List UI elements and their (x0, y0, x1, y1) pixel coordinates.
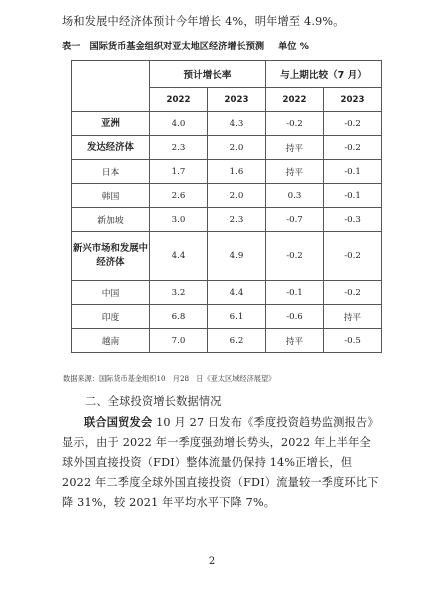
table-cell: 持平 (266, 136, 324, 160)
table-cell: -0.1 (266, 281, 324, 305)
table-cell: 2.6 (150, 184, 208, 208)
table-cell: 3.2 (150, 281, 208, 305)
table-cell: -0.2 (324, 281, 382, 305)
table-row (72, 305, 382, 329)
table-cell: 7.0 (150, 329, 208, 353)
group-header-forecast: 预计增长率 (150, 61, 266, 88)
table-cell: 持平 (324, 305, 382, 329)
table-cell: 3.0 (150, 208, 208, 232)
row-label: 新加坡 (72, 208, 150, 232)
table-cell: 1.6 (208, 160, 266, 184)
table-cell: 持平 (266, 329, 324, 353)
data-source-note: 数据来源：国际货币基金组织10 月28 日《亚太区域经济展望》 (63, 374, 276, 383)
table-cell: -0.6 (266, 305, 324, 329)
table-row (72, 184, 382, 208)
table-cell: 2.0 (208, 136, 266, 160)
body-paragraph (62, 413, 380, 513)
table-cell: 0.3 (266, 184, 324, 208)
table-row (72, 160, 382, 184)
year-header: 2022 (266, 88, 324, 112)
table-cell: 4.0 (150, 112, 208, 136)
table-cell: 4.3 (208, 112, 266, 136)
table-cell: -0.2 (324, 136, 382, 160)
year-header: 2023 (324, 88, 382, 112)
table-unit: 单位 % (278, 41, 309, 52)
table-cell: -0.1 (324, 184, 382, 208)
table-row (72, 136, 382, 160)
table-cell: -0.1 (324, 160, 382, 184)
section-heading: 二、全球投资增长数据情况 (85, 395, 222, 408)
table-title-text: 表一 国际货币基金组织对亚太地区经济增长预测 (62, 41, 265, 52)
page-number: 2 (208, 556, 216, 567)
row-label: 亚洲 (72, 112, 150, 136)
intro-line: 场和发展中经济体预计今年增长 4%，明年增至 4.9%。 (62, 15, 345, 28)
table-row (72, 281, 382, 305)
table-cell: 4.4 (150, 232, 208, 281)
group-header-comparison: 与上期比较（7 月） (266, 61, 382, 88)
row-label: 中国 (72, 281, 150, 305)
row-label: 韩国 (72, 184, 150, 208)
table-cell: 6.1 (208, 305, 266, 329)
table-cell: 2.3 (150, 136, 208, 160)
row-label: 日本 (72, 160, 150, 184)
table-cell: 2.3 (208, 208, 266, 232)
table-cell: 4.4 (208, 281, 266, 305)
table-row (72, 112, 382, 136)
table-cell: -0.2 (266, 232, 324, 281)
table-row (72, 232, 382, 281)
table-cell: -0.2 (324, 232, 382, 281)
header-corner-cell (72, 61, 150, 112)
table-cell: -0.7 (266, 208, 324, 232)
table-cell: 持平 (266, 160, 324, 184)
row-label: 发达经济体 (72, 136, 150, 160)
table-title (62, 38, 372, 52)
year-header: 2022 (150, 88, 208, 112)
body-bold-lead: 联合国贸发会 (84, 416, 153, 429)
table-cell: -0.2 (324, 112, 382, 136)
row-label: 新兴市场和发展中经济体 (72, 232, 150, 281)
body-text: 10 月 27 日发布《季度投资趋势监测报告》显示，由于 2022 年一季度强劲增长势头，2022 年上半年全球外国直接投资（FDI）整体流量仍保持 14%正增长，但 2022 年二季度全球外国直接投资（FDI）流量较一季度环比下降 31%，较 2021 年平均水平下降 7%。 (62, 416, 379, 509)
table-cell: 6.2 (208, 329, 266, 353)
table-cell: 4.9 (208, 232, 266, 281)
row-label: 越南 (72, 329, 150, 353)
table-cell: -0.3 (324, 208, 382, 232)
table-row (72, 208, 382, 232)
table-cell: 1.7 (150, 160, 208, 184)
year-header: 2023 (208, 88, 266, 112)
table-row (72, 329, 382, 353)
table-cell: -0.5 (324, 329, 382, 353)
table-cell: 2.0 (208, 184, 266, 208)
table-cell: 6.8 (150, 305, 208, 329)
group-header-row (72, 61, 382, 88)
row-label: 印度 (72, 305, 150, 329)
table-cell: -0.2 (266, 112, 324, 136)
growth-forecast-table (71, 60, 382, 353)
